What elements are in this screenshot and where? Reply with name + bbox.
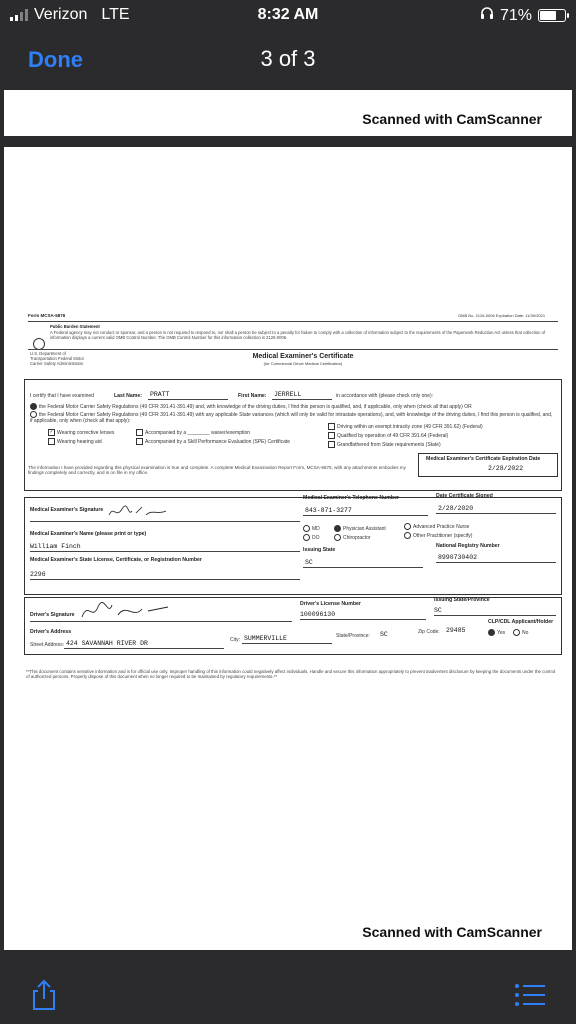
page-indicator: 3 of 3 [260, 46, 316, 71]
type-md[interactable] [303, 525, 320, 532]
check-grandfathered[interactable] [328, 441, 441, 448]
option-federal [30, 403, 555, 410]
list-icon [514, 983, 546, 1007]
type-chiro-label: Chiropractor [343, 534, 371, 541]
type-do-label: DO [312, 534, 320, 541]
me-phone-label: Medical Examiner's Telephone Number [303, 495, 399, 501]
previous-page[interactable] [4, 90, 572, 136]
last-name-value: PRATT [150, 391, 170, 398]
type-chiro[interactable] [334, 534, 371, 541]
expiration-value: 2/28/2022 [488, 465, 524, 472]
statement-text: The information I have provided regarding this physical examination is true and complete. A complete Medical Examination Report Form, MCSA-5875, with any attachments embodies my findings completely and correctly, and is on file in my office. [28, 465, 406, 475]
me-license-label: Medical Examiner's State License, Certificate, or Registration Number [30, 557, 202, 563]
driver-signature-image [78, 599, 178, 623]
city-label: City: [230, 637, 240, 643]
last-name-label: Last Name: [114, 393, 142, 399]
option-federal-radio[interactable] [30, 403, 37, 410]
dl-state-value: SC [434, 607, 442, 614]
registry-value: 8990730402 [438, 554, 478, 561]
option-federal-label: the Federal Motor Carrier Safety Regulations (49 CFR 391.41-391.49) and, with knowledge of the driving duties, I find this person is qualified, and, if applicable, only when (check all that apply) OR [39, 403, 472, 410]
state-value: SC [380, 631, 388, 638]
agency-name: U.S. Department of Transportation Federal Motor Carrier Safety Administration [30, 351, 85, 366]
battery-icon [538, 9, 566, 22]
burden-text: A Federal agency may not conduct or sponsor, and a person is not required to respond to, nor shall a person be subject to a penalty for failure to comply with a collection of information subject to the requirements of the Paperwork Reduction Act unless that collection of information displays a current valid OMB Control Number. The OMB Control Number for this information collection is 2126-0006. [50, 330, 546, 340]
me-name-value: William Finch [30, 543, 81, 550]
examiner-signature-image [106, 503, 176, 521]
headphones-icon [480, 6, 494, 25]
check-waiver-label: Accompanied by a ________ waiver/exemption [145, 429, 251, 436]
first-name-label: First Name: [238, 393, 267, 399]
date-signed-value: 2/28/2020 [438, 505, 474, 512]
type-md-label: MD [312, 525, 320, 532]
zip-label: Zip Code: [418, 629, 440, 635]
issuing-state-value: SC [305, 559, 313, 566]
check-intracity[interactable] [328, 423, 483, 430]
registry-label: National Registry Number [436, 543, 500, 549]
network-type: LTE [101, 6, 130, 23]
check-intracity-label: Driving within an exempt intracity zone (49 CFR 391.62) (Federal) [337, 423, 483, 430]
check-waiver[interactable] [136, 429, 250, 436]
clock: 8:32 AM [257, 6, 319, 23]
medical-examiner-certificate [18, 307, 558, 887]
done-button[interactable]: Done [28, 47, 83, 72]
issuing-state-label: Issuing State [303, 547, 336, 553]
check-spe-label: Accompanied by a Skill Performance Evaluation (SPE) Certificate [145, 438, 291, 445]
dl-state-label: Issuing State/Province [434, 597, 490, 603]
bottom-toolbar [0, 955, 576, 1024]
cdl-label: CLP/CDL Applicant/Holder [488, 619, 554, 625]
me-name-label: Medical Examiner's Name (please print or type) [30, 531, 147, 537]
check-qualified[interactable] [328, 432, 448, 439]
option-state-label: the Federal Motor Carrier Safety Regulations (49 CFR 391.41-391.49) with any applicable State variances (which will only be valid for intrastate operations), and, with knowledge of the driving duties, I find this person is qualified, and, if applicable, only when (check all that apply): [30, 411, 553, 424]
battery-percent: 71% [499, 6, 532, 24]
certify-text: I certify that I have examined [30, 393, 94, 399]
accordance-text: in accordance with (please check only one): [336, 393, 433, 399]
check-grandfathered-label: Grandfathered from State requirements (State) [337, 441, 441, 448]
option-state-radio[interactable] [30, 411, 37, 418]
type-other-label: Other Practitioner (specify) [413, 532, 473, 539]
cdl-no[interactable] [513, 629, 528, 636]
state-label: State/Province: [336, 633, 370, 639]
type-do[interactable] [303, 534, 320, 541]
street-label: Street Address: [30, 642, 65, 648]
burden-title: Public Burden Statement [50, 324, 100, 329]
cdl-yes-label: Yes [497, 629, 506, 636]
type-pa[interactable] [334, 525, 386, 532]
zip-value: 29485 [446, 627, 466, 634]
expiration-label: Medical Examiner's Certificate Expiration Date [426, 456, 541, 462]
list-button[interactable] [514, 983, 546, 1010]
date-signed-label: Date Certificate Signed [436, 493, 493, 499]
dl-number-label: Driver's License Number [300, 601, 361, 607]
camscanner-watermark: Scanned with CamScanner [362, 924, 542, 940]
carrier-name: Verizon [34, 6, 88, 23]
check-spe[interactable] [136, 438, 290, 445]
share-button[interactable] [30, 979, 58, 1014]
check-corrective-label: Wearing corrective lenses [57, 429, 115, 436]
type-apn[interactable] [404, 523, 469, 530]
cdl-no-label: No [522, 629, 529, 636]
form-subtitle: (for Commercial Driver Medical Certification) [263, 361, 343, 366]
camscanner-watermark: Scanned with CamScanner [362, 111, 542, 127]
type-pa-label: Physician Assistant [343, 525, 386, 532]
status-bar [0, 0, 576, 32]
check-corrective-lenses[interactable]: ✓ Wearing corrective lenses [49, 429, 115, 436]
me-phone-value: 843-871-3277 [305, 507, 352, 514]
dl-number-value: 100096130 [300, 611, 336, 618]
first-name-value: JERRELL [274, 391, 302, 398]
form-id: Form MCSA-5876 [28, 313, 66, 318]
type-other[interactable] [404, 532, 472, 539]
street-value: 424 SAVANNAH RIVER DR [66, 640, 148, 647]
document-page[interactable] [4, 147, 572, 950]
check-hearing-aid[interactable] [48, 438, 102, 445]
footer-notice: **This document contains sensitive information and is for official use only. Improper handling of this information could negatively affect individuals. Handle and secure this information appropriately to prevent inadvertent disclosure by keeping the documents under the control of authorized persons. Properly dispose of this document when no longer required to be maintained by regulatory requirements.** [26, 669, 556, 679]
city-value: SUMMERVILLE [244, 635, 287, 642]
share-icon [30, 979, 58, 1011]
check-hearing-label: Wearing hearing aid [57, 438, 102, 445]
omb-number: OMB No. 2126-0006 Expiration Date: 11/30/2021 [458, 313, 546, 318]
me-license-value: 2296 [30, 571, 46, 578]
form-title: Medical Examiner's Certificate [252, 353, 354, 360]
me-signature-label: Medical Examiner's Signature [30, 507, 104, 513]
driver-address-label: Driver's Address [30, 629, 72, 635]
cdl-yes[interactable] [488, 629, 505, 636]
type-apn-label: Advanced Practice Nurse [413, 523, 470, 530]
navigation-bar [0, 32, 576, 86]
check-qualified-label: Qualified by operation of 49 CFR 391.64 (Federal) [337, 432, 449, 439]
driver-signature-label: Driver's Signature [30, 612, 75, 618]
